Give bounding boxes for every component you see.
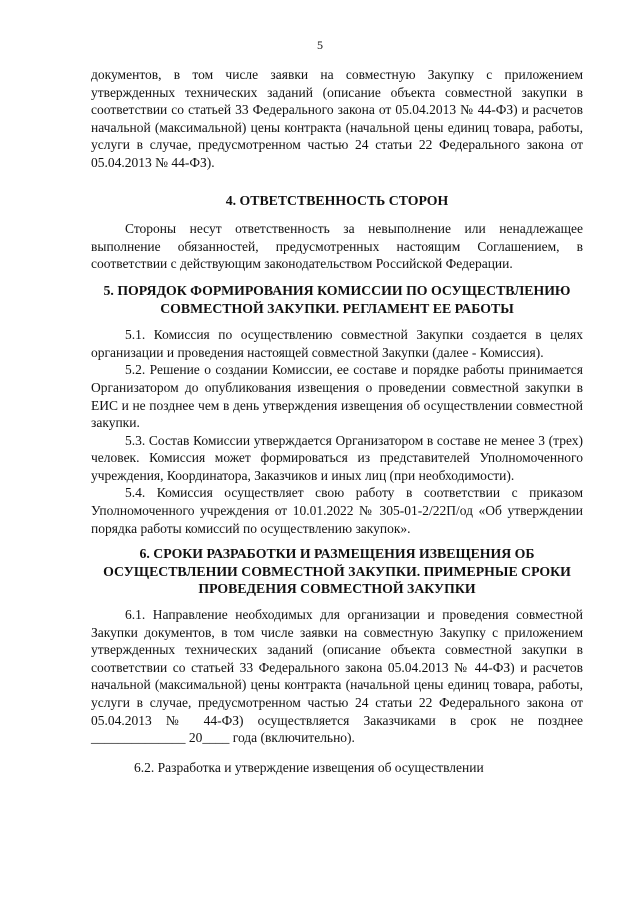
intro-paragraph: документов, в том числе заявки на совместную Закупку с приложением утвержденных технических заданий (описание объекта совместной закупки в соответствии со статьей 33 Федерального закона от 05.04.2013 № 44-ФЗ) и расчетов начальной (максимальной) цены контракта (начальной цены единиц товара, работы, услуги в случае, предусмотренном частью 24 статьи 22 Федерального закона от 05.04.2013 № 44-ФЗ). bbox=[91, 67, 583, 170]
section-6-heading: 6. СРОКИ РАЗРАБОТКИ И РАЗМЕЩЕНИЯ ИЗВЕЩЕНИЯ ОБ ОСУЩЕСТВЛЕНИИ СОВМЕСТНОЙ ЗАКУПКИ. ПРИМЕРНЫЕ СРОКИ ПРОВЕДЕНИЯ СОВМЕСТНОЙ ЗАКУПКИ bbox=[103, 546, 571, 597]
clause-6-1: 6.1. Направление необходимых для организации и проведения совместной Закупки документов, в том числе заявки на совместную Закупку с приложением утвержденных технических заданий (описание объекта совместной закупки в соответствии со статьей 33 Федерального закона 05.04.2013 № 44-ФЗ) и расчетов начальной (максимальной) цены контракта (начальной цены единиц товара, работы, услуги в случае, предусмотренном частью 24 статьи 22 Федерального закона от 05.04.2013 № 44-ФЗ) осуществляется Заказчиками в срок не позднее ______________ 20____ года (включительно). bbox=[91, 607, 583, 746]
page-number: 5 bbox=[317, 38, 323, 52]
clause-5-1: 5.1. Комиссия по осуществлению совместной Закупки создается в целях организации и проведения настоящей совместной Закупки (далее - Комиссия). bbox=[91, 327, 583, 360]
section-5-heading: 5. ПОРЯДОК ФОРМИРОВАНИЯ КОМИССИИ ПО ОСУЩЕСТВЛЕНИЮ СОВМЕСТНОЙ ЗАКУПКИ. РЕГЛАМЕНТ ЕЕ РАБОТЫ bbox=[103, 282, 571, 316]
document-body bbox=[91, 66, 583, 776]
section-4-paragraph: Стороны несут ответственность за невыполнение или ненадлежащее выполнение обязанностей, предусмотренных настоящим Соглашением, в соответствии с действующим законодательством Российской Федерации. bbox=[91, 221, 583, 272]
clause-6-2: 6.2. Разработка и утверждение извещения об осуществлении bbox=[134, 759, 484, 775]
clause-5-4: 5.4. Комиссия осуществляет свою работу в соответствии с приказом Уполномоченного учреждения от 10.01.2022 № 305-01-2/22П/од «Об утверждении порядка работы комиссий по осуществлению закупок». bbox=[91, 485, 583, 536]
section-4-heading: 4. ОТВЕТСТВЕННОСТЬ СТОРОН bbox=[225, 192, 449, 208]
clause-5-3: 5.3. Состав Комиссии утверждается Организатором в составе не менее 3 (трех) человек. Комиссия может формироваться из представителей Уполномоченного учреждения, Координатора, Заказчиков и иных лиц (при необходимости). bbox=[91, 432, 583, 483]
clause-5-2: 5.2. Решение о создании Комиссии, ее составе и порядке работы принимается Организатором до опубликования извещения о проведении совместной закупки в ЕИС и не позднее чем в день утверждения извещения об осуществлении совместной закупки. bbox=[91, 362, 583, 431]
